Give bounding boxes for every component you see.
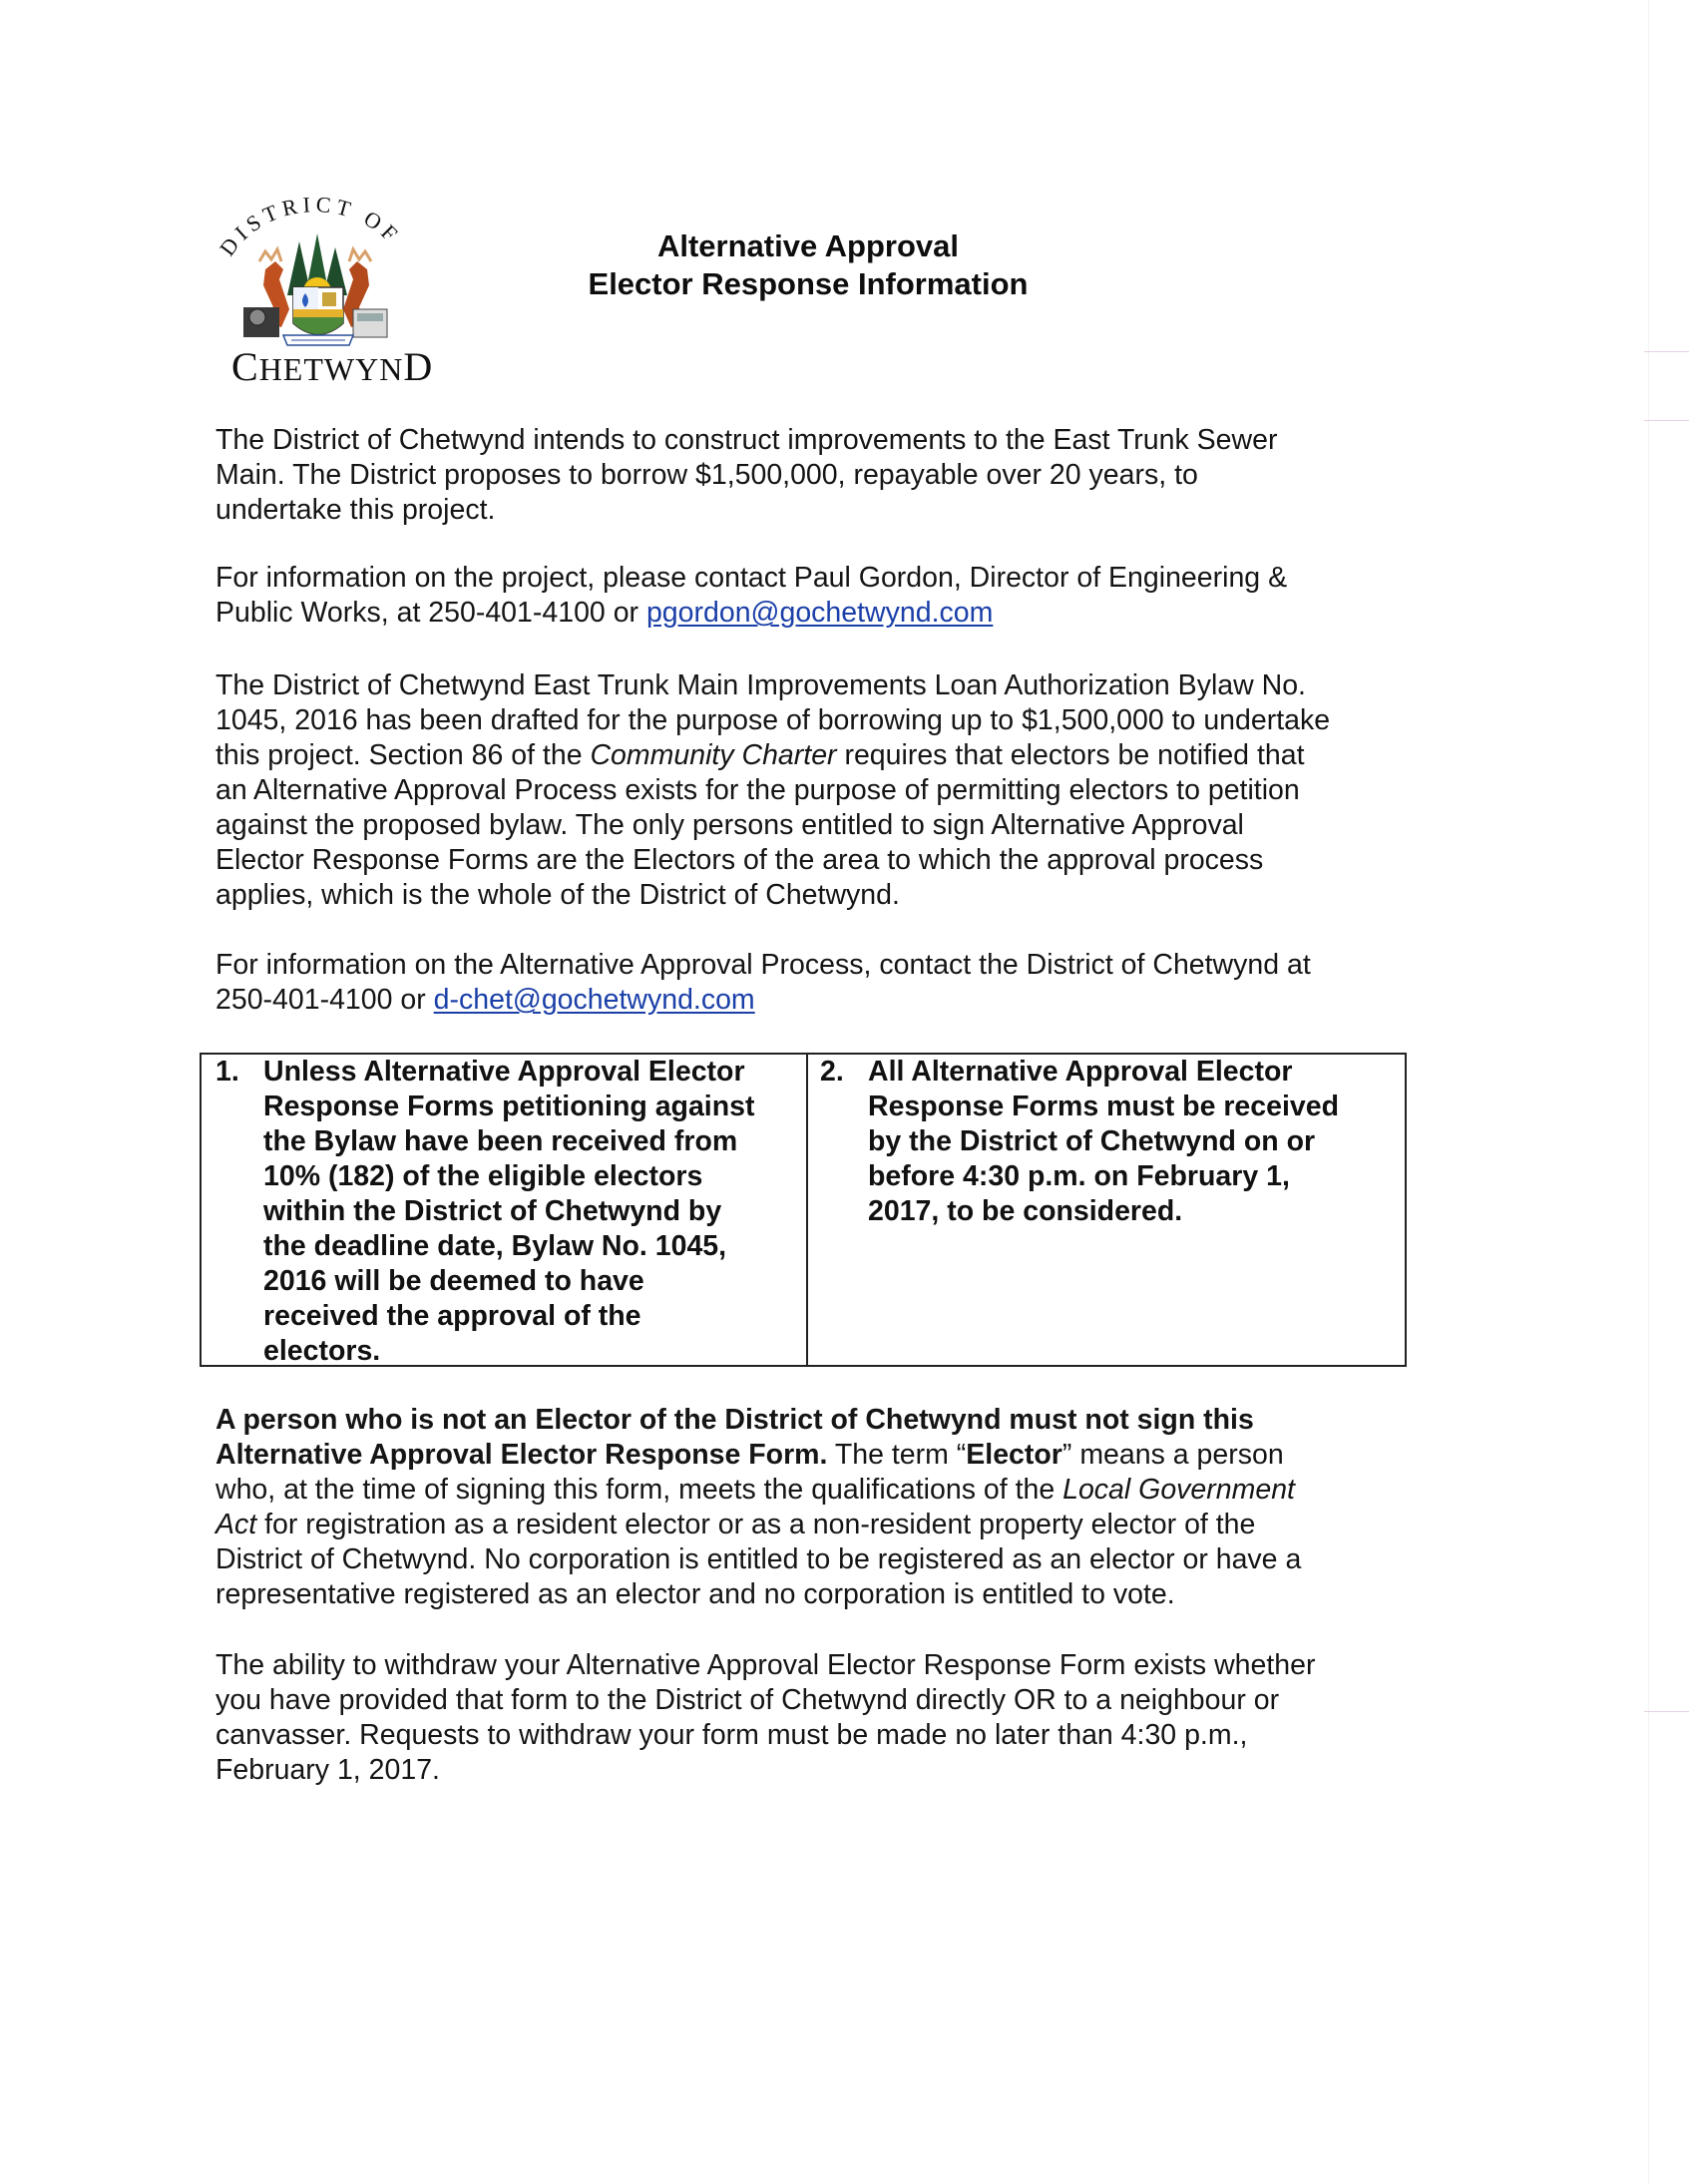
district-email-link[interactable]: d-chet@gochetwynd.com [433, 984, 755, 1016]
aap-contact-paragraph: For information on the Alternative Approval Process, contact the District of Chetwynd at 250-401-4100 or d-chet@gochetwynd.com [215, 949, 1311, 1016]
title-line-1: Alternative Approval [656, 228, 960, 263]
engineering-email-link[interactable]: pgordon@gochetwynd.com [645, 597, 994, 629]
table-column-divider [806, 1055, 808, 1365]
elector-term: Elector [966, 1439, 1062, 1471]
title-line-2: Elector Response Information [588, 266, 1029, 301]
scan-artifact-mark [1644, 1711, 1689, 1712]
project-contact-paragraph: For information on the project, please contact Paul Gordon, Director of Engineering & Public Works, at 250-401-4100 or pgordon@gochetwynd.com [215, 562, 1288, 629]
svg-text:DISTRICT OF: DISTRICT OF [213, 196, 406, 261]
notice-table [200, 1053, 1407, 1367]
district-logo [196, 196, 435, 389]
scan-artifact-mark [1644, 420, 1689, 421]
bylaw-paragraph: The District of Chetwynd East Trunk Main Improvements Loan Authorization Bylaw No. 1045, 2016 has been drafted for the purpose of borrowing up to $1,500,000 to undertake this project. Section 86 of the Community Charter requires that electors be notified that an Alternative Approval Process exists for the purpose of permitting electors to petition against the proposed bylaw. The only persons entitled to sign Alternative Approval Elector Response Forms are the Electors of the area to which the approval process applies, which is the whole of the District of Chetwynd. [215, 669, 1331, 911]
notice-item-number: 1. [215, 1056, 239, 1088]
notice-item-text: All Alternative Approval Elector Response Forms must be received by the District of Chetwynd on or before 4:30 p.m. on February 1, 2017, to be considered. [868, 1056, 1340, 1227]
notice-item-number: 2. [820, 1056, 844, 1088]
project-intro-paragraph: The District of Chetwynd intends to construct improvements to the East Trunk Sewer Main. The District proposes to borrow $1,500,000, repayable over 20 years, to undertake this project. [215, 424, 1278, 526]
notice-item-text: Unless Alternative Approval Elector Response Forms petitioning against the Bylaw have been received from 10% (182) of the eligible electors within the District of Chetwynd by the deadline date, Bylaw No. 1045, 2016 will be deemed to have received the approval of the electors. [263, 1056, 755, 1367]
elector-definition-paragraph: A person who is not an Elector of the District of Chetwynd must not sign this Alternative Approval Elector Response Form. The term “Elector” means a person who, at the time of signing this form, meets the qualifications of the Local Government Act for registration as a resident elector or as a non-resident property elector of the District of Chetwynd. No corporation is entitled to be registered as an elector or have a representative registered as an elector and no corporation is entitled to vote. [215, 1404, 1302, 1610]
scan-artifact-line [1648, 0, 1649, 2184]
page-title [539, 227, 1077, 303]
scan-artifact-mark [1644, 351, 1689, 352]
district-name: CHETWYND [231, 344, 434, 389]
community-charter-title: Community Charter [590, 739, 837, 771]
withdrawal-paragraph: The ability to withdraw your Alternative Approval Elector Response Form exists whether you have provided that form to the District of Chetwynd directly OR to a neighbour or canvasser. Requests to withdraw your form must be made no later than 4:30 p.m., February 1, 2017. [215, 1649, 1316, 1786]
